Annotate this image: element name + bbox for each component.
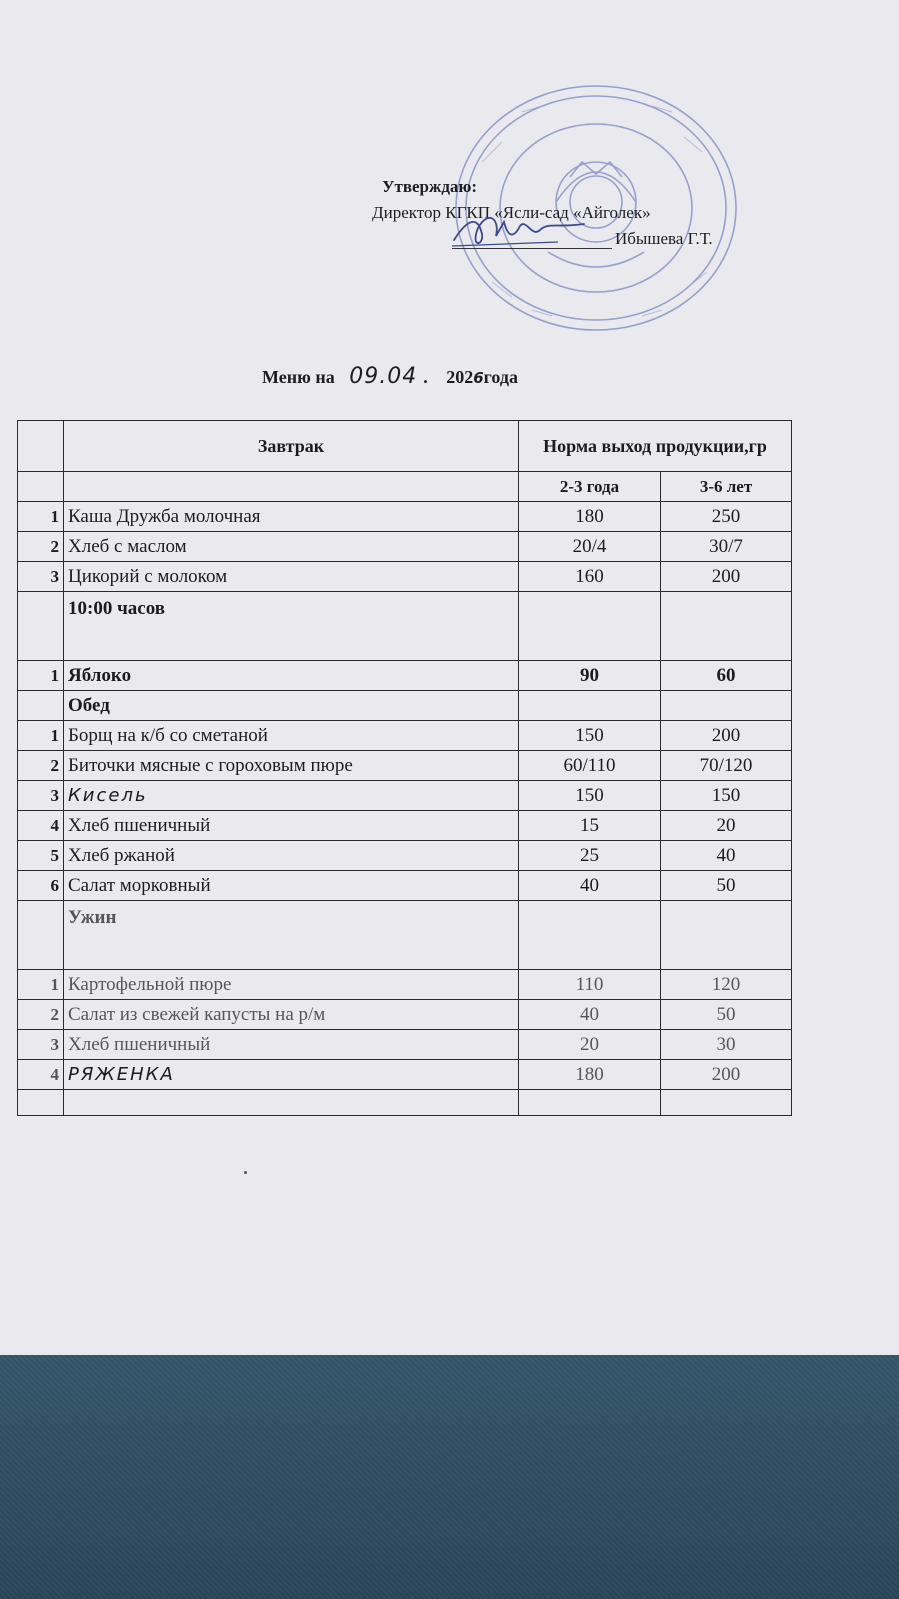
portion-3-6: 120 (661, 970, 792, 1000)
portion-3-6: 30 (661, 1030, 792, 1060)
portion-2-3: 150 (519, 781, 661, 811)
portion-3-6: 200 (661, 562, 792, 592)
table-row (18, 661, 792, 691)
portion-3-6: 30/7 (661, 532, 792, 562)
signature-icon (448, 208, 588, 256)
menu-date-dot: . (423, 367, 428, 387)
table-row (18, 751, 792, 781)
portion-3-6: 150 (661, 781, 792, 811)
menu-title (262, 364, 518, 389)
row-number: 5 (18, 841, 64, 871)
menu-date: 09.04 (349, 364, 418, 389)
dish-name: Хлеб пшеничный (64, 811, 519, 841)
section-row (18, 901, 792, 970)
menu-year-digit: 6 (473, 369, 484, 387)
portion-3-6: 50 (661, 871, 792, 901)
portion-2-3: 20 (519, 1030, 661, 1060)
age-2-3: 2-3 года (519, 472, 661, 502)
table-row (18, 871, 792, 901)
table-row (18, 1000, 792, 1030)
section-row (18, 592, 792, 661)
section-dinner: Ужин (64, 901, 519, 970)
age-header-row (18, 472, 792, 502)
dish-name: Хлеб ржаной (64, 841, 519, 871)
portion-2-3: 20/4 (519, 532, 661, 562)
portion-2-3: 15 (519, 811, 661, 841)
table-row (18, 502, 792, 532)
row-number: 3 (18, 1030, 64, 1060)
row-number: 4 (18, 811, 64, 841)
portion-3-6: 70/120 (661, 751, 792, 781)
portion-2-3: 180 (519, 502, 661, 532)
section-snack: 10:00 часов (64, 592, 519, 661)
portion-2-3: 150 (519, 721, 661, 751)
dish-name: Яблоко (64, 661, 519, 691)
portion-2-3: 160 (519, 562, 661, 592)
table-row (18, 1060, 792, 1090)
table-row (18, 841, 792, 871)
table-row (18, 781, 792, 811)
age-3-6: 3-6 лет (661, 472, 792, 502)
dish-name: Салат морковный (64, 871, 519, 901)
portion-3-6: 250 (661, 502, 792, 532)
portion-2-3: 110 (519, 970, 661, 1000)
dish-name: Биточки мясные с гороховым пюре (64, 751, 519, 781)
menu-title-prefix: Меню на (262, 367, 335, 387)
norm-header: Норма выход продукции,гр (519, 421, 792, 472)
portion-2-3: 90 (519, 661, 661, 691)
portion-3-6: 60 (661, 661, 792, 691)
portion-3-6: 200 (661, 721, 792, 751)
dish-name: Хлеб с маслом (64, 532, 519, 562)
row-number: 1 (18, 502, 64, 532)
row-number: 1 (18, 721, 64, 751)
menu-year-suffix: года (483, 367, 518, 387)
dish-name: Каша Дружба молочная (64, 502, 519, 532)
background-surface (0, 1355, 899, 1599)
dish-name: Салат из свежей капусты на р/м (64, 1000, 519, 1030)
table-row (18, 721, 792, 751)
portion-2-3: 40 (519, 1000, 661, 1030)
portion-2-3: 180 (519, 1060, 661, 1090)
dish-name: Картофельной пюре (64, 970, 519, 1000)
row-number: 1 (18, 970, 64, 1000)
dish-name: Кисель (64, 781, 519, 811)
menu-year-prefix: 202 (446, 367, 474, 387)
portion-3-6: 40 (661, 841, 792, 871)
portion-2-3: 60/110 (519, 751, 661, 781)
section-row (18, 691, 792, 721)
portion-2-3: 40 (519, 871, 661, 901)
dish-name: Цикорий с молоком (64, 562, 519, 592)
portion-3-6: 50 (661, 1000, 792, 1030)
dish-name: Борщ на к/б со сметаной (64, 721, 519, 751)
portion-3-6: 20 (661, 811, 792, 841)
dish-name: Хлеб пшеничный (64, 1030, 519, 1060)
table-row (18, 532, 792, 562)
table-row (18, 970, 792, 1000)
row-number: 6 (18, 871, 64, 901)
approval-position: Директор КГКП «Ясли-сад «Айголек» (372, 203, 651, 222)
row-number: 3 (18, 562, 64, 592)
dish-name: РЯЖЕНКА (64, 1060, 519, 1090)
row-number: 2 (18, 532, 64, 562)
empty-row (18, 1090, 792, 1116)
menu-table (17, 420, 792, 1116)
approval-title: Утверждаю: (382, 177, 478, 196)
row-number: 2 (18, 1000, 64, 1030)
row-number: 4 (18, 1060, 64, 1090)
section-breakfast: Завтрак (64, 421, 519, 472)
approval-name: Ибышева Г.Т. (615, 229, 713, 248)
table-header-row (18, 421, 792, 472)
row-number: 2 (18, 751, 64, 781)
table-row (18, 1030, 792, 1060)
portion-3-6: 200 (661, 1060, 792, 1090)
row-number: 3 (18, 781, 64, 811)
table-row (18, 562, 792, 592)
section-lunch: Обед (64, 691, 519, 721)
portion-2-3: 25 (519, 841, 661, 871)
table-row (18, 811, 792, 841)
paper-speck (244, 1171, 247, 1174)
row-number: 1 (18, 661, 64, 691)
